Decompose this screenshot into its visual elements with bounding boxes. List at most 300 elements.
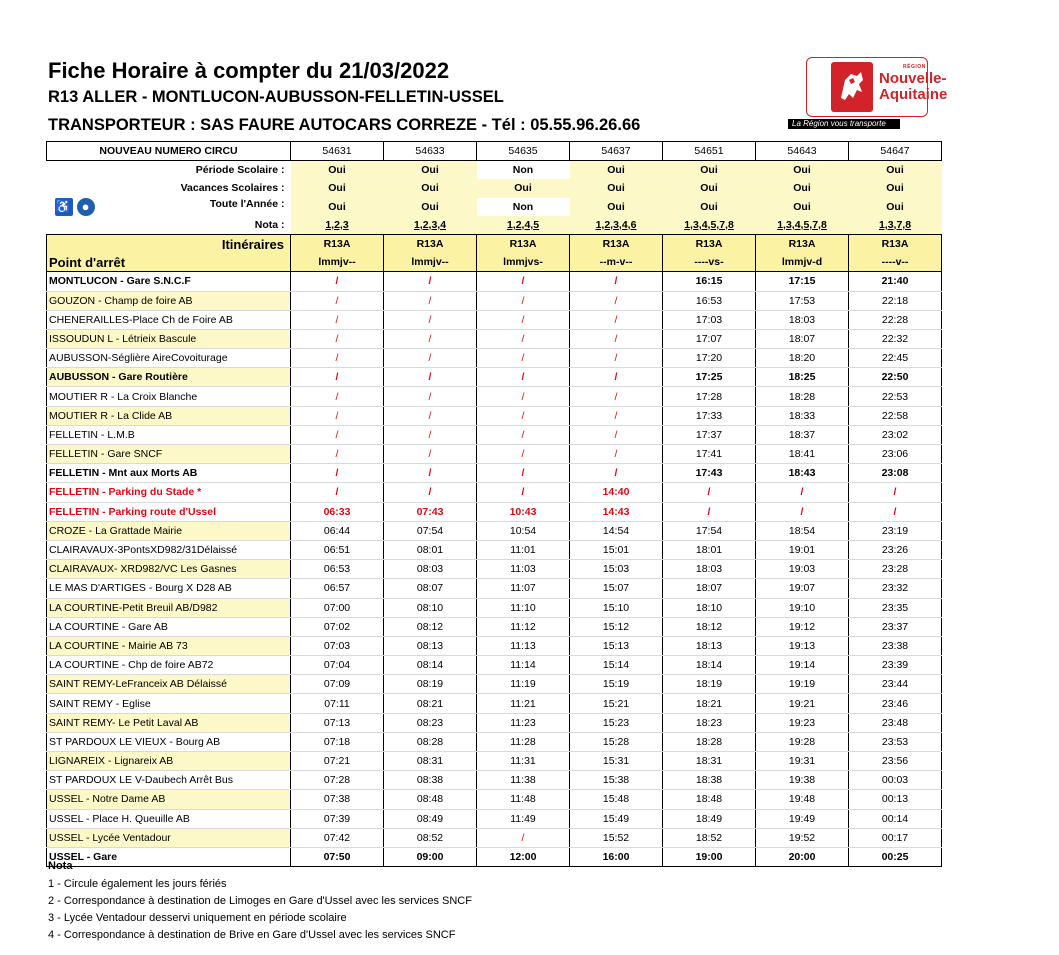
time-cell: 18:31 bbox=[663, 752, 756, 771]
stop-row bbox=[47, 617, 942, 636]
time-cell: / bbox=[291, 291, 384, 310]
time-cell: 23:38 bbox=[849, 636, 942, 655]
time-cell: 07:09 bbox=[291, 675, 384, 694]
time-cell: 19:03 bbox=[756, 560, 849, 579]
stop-name: AUBUSSON-Séglière AireCovoiturage bbox=[47, 349, 291, 368]
stop-row bbox=[47, 752, 942, 771]
time-cell: / bbox=[477, 387, 570, 406]
time-cell: 18:03 bbox=[663, 560, 756, 579]
time-cell: / bbox=[477, 310, 570, 329]
stop-row bbox=[47, 579, 942, 598]
time-cell: / bbox=[477, 464, 570, 483]
time-cell: 18:28 bbox=[756, 387, 849, 406]
stop-name: USSEL - Notre Dame AB bbox=[47, 790, 291, 809]
time-cell: 17:37 bbox=[663, 425, 756, 444]
periode-label: Période Scolaire : bbox=[195, 164, 285, 177]
circu-row bbox=[47, 142, 942, 161]
time-cell: 18:33 bbox=[756, 406, 849, 425]
stop-row bbox=[47, 675, 942, 694]
stop-name: LA COURTINE-Petit Breuil AB/D982 bbox=[47, 598, 291, 617]
time-cell: 17:53 bbox=[756, 291, 849, 310]
stop-row bbox=[47, 310, 942, 329]
time-cell: / bbox=[756, 502, 849, 521]
time-cell: 06:44 bbox=[291, 521, 384, 540]
stop-name: ISSOUDUN L - Létrieix Bascule bbox=[47, 329, 291, 348]
stop-name: CLAIRAVAUX- XRD982/VC Les Gasnes bbox=[47, 560, 291, 579]
stop-row bbox=[47, 464, 942, 483]
time-cell: / bbox=[663, 502, 756, 521]
stop-name: USSEL - Place H. Queuille AB bbox=[47, 809, 291, 828]
time-cell: 18:03 bbox=[756, 310, 849, 329]
itinerary-cell: R13A bbox=[849, 234, 942, 253]
time-cell: 10:43 bbox=[477, 502, 570, 521]
time-cell: 06:53 bbox=[291, 560, 384, 579]
time-cell: / bbox=[291, 310, 384, 329]
time-cell: 15:38 bbox=[570, 771, 663, 790]
stop-name: FELLETIN - Parking route d'Ussel bbox=[47, 502, 291, 521]
time-cell: 15:48 bbox=[570, 790, 663, 809]
days-row bbox=[47, 253, 942, 272]
time-cell: / bbox=[570, 406, 663, 425]
time-cell: 23:19 bbox=[849, 521, 942, 540]
stop-name: SAINT REMY- Le Petit Laval AB bbox=[47, 713, 291, 732]
time-cell: / bbox=[477, 828, 570, 847]
annee-cell-label bbox=[47, 198, 291, 216]
time-cell: 19:49 bbox=[756, 809, 849, 828]
stop-name: SAINT REMY - Eglise bbox=[47, 694, 291, 713]
time-cell: 22:18 bbox=[849, 291, 942, 310]
time-cell: / bbox=[477, 406, 570, 425]
time-cell: 17:20 bbox=[663, 349, 756, 368]
time-cell: 07:38 bbox=[291, 790, 384, 809]
vacances-row bbox=[47, 179, 942, 197]
time-cell: 08:12 bbox=[384, 617, 477, 636]
time-cell: 08:49 bbox=[384, 809, 477, 828]
time-cell: 22:32 bbox=[849, 329, 942, 348]
time-cell: / bbox=[384, 483, 477, 502]
time-cell: 22:45 bbox=[849, 349, 942, 368]
time-cell: 15:12 bbox=[570, 617, 663, 636]
stop-name: LE MAS D'ARTIGES - Bourg X D28 AB bbox=[47, 579, 291, 598]
time-cell: 17:28 bbox=[663, 387, 756, 406]
time-cell: / bbox=[291, 349, 384, 368]
itinerary-label: Itinéraires bbox=[47, 234, 291, 253]
logo-frame bbox=[806, 57, 948, 117]
time-cell: / bbox=[384, 387, 477, 406]
time-cell: 23:48 bbox=[849, 713, 942, 732]
stop-row bbox=[47, 291, 942, 310]
nota-cell: 1,2,3,4 bbox=[384, 216, 477, 235]
time-cell: 18:41 bbox=[756, 445, 849, 464]
time-cell: 18:54 bbox=[756, 521, 849, 540]
time-cell: 08:23 bbox=[384, 713, 477, 732]
time-cell: 18:25 bbox=[756, 368, 849, 387]
itinerary-row bbox=[47, 234, 942, 253]
time-cell: / bbox=[477, 368, 570, 387]
circu-cell: 54643 bbox=[756, 142, 849, 161]
time-cell: 18:28 bbox=[663, 732, 756, 751]
itinerary-cell: R13A bbox=[384, 234, 477, 253]
time-cell: / bbox=[477, 291, 570, 310]
time-cell: 11:12 bbox=[477, 617, 570, 636]
time-cell: 18:21 bbox=[663, 694, 756, 713]
time-cell: 00:25 bbox=[849, 847, 942, 866]
time-cell: 00:03 bbox=[849, 771, 942, 790]
periode-cell: Non bbox=[512, 164, 534, 177]
annee-cell: Oui bbox=[384, 198, 477, 216]
stop-name: USSEL - Lycée Ventadour bbox=[47, 828, 291, 847]
time-cell: 19:01 bbox=[756, 540, 849, 559]
accessibility-icons bbox=[49, 198, 99, 216]
time-cell: 23:37 bbox=[849, 617, 942, 636]
circu-cell: 54631 bbox=[291, 142, 384, 161]
stop-row bbox=[47, 713, 942, 732]
time-cell: 08:48 bbox=[384, 790, 477, 809]
stop-row bbox=[47, 694, 942, 713]
time-cell: 15:14 bbox=[570, 656, 663, 675]
periode-cell: Oui bbox=[570, 161, 663, 180]
nota-row bbox=[47, 216, 942, 235]
stop-row bbox=[47, 502, 942, 521]
time-cell: / bbox=[291, 368, 384, 387]
time-cell: 15:28 bbox=[570, 732, 663, 751]
time-cell: 07:28 bbox=[291, 771, 384, 790]
time-cell: 07:11 bbox=[291, 694, 384, 713]
stop-name: LA COURTINE - Mairie AB 73 bbox=[47, 636, 291, 655]
periode-cell: Oui bbox=[384, 161, 477, 180]
time-cell: 16:15 bbox=[663, 272, 756, 291]
stop-row bbox=[47, 349, 942, 368]
vacances-cell: Oui bbox=[477, 179, 570, 197]
nota-label: Nota : bbox=[254, 218, 285, 231]
time-cell: 06:33 bbox=[291, 502, 384, 521]
vacances-cell: Oui bbox=[663, 179, 756, 197]
time-cell: 19:52 bbox=[756, 828, 849, 847]
time-cell: 23:53 bbox=[849, 732, 942, 751]
stop-name: FELLETIN - Gare SNCF bbox=[47, 445, 291, 464]
stop-row bbox=[47, 445, 942, 464]
time-cell: 11:21 bbox=[477, 694, 570, 713]
annee-cell: Oui bbox=[663, 198, 756, 216]
time-cell: 10:54 bbox=[477, 521, 570, 540]
time-cell: 08:28 bbox=[384, 732, 477, 751]
time-cell: 22:28 bbox=[849, 310, 942, 329]
time-cell: / bbox=[384, 464, 477, 483]
time-cell: 18:49 bbox=[663, 809, 756, 828]
stop-row bbox=[47, 790, 942, 809]
time-cell: / bbox=[570, 368, 663, 387]
time-cell: 17:41 bbox=[663, 445, 756, 464]
time-cell: / bbox=[477, 425, 570, 444]
circu-cell: 54637 bbox=[570, 142, 663, 161]
circu-cell: 54651 bbox=[663, 142, 756, 161]
time-cell: 07:02 bbox=[291, 617, 384, 636]
time-cell: / bbox=[477, 445, 570, 464]
time-cell: 23:32 bbox=[849, 579, 942, 598]
time-cell: 18:23 bbox=[663, 713, 756, 732]
time-cell: / bbox=[384, 349, 477, 368]
annee-cell: Oui bbox=[756, 198, 849, 216]
time-cell: 23:26 bbox=[849, 540, 942, 559]
logo-region-label: RÉGION bbox=[903, 64, 926, 70]
stop-row bbox=[47, 732, 942, 751]
time-cell: / bbox=[384, 406, 477, 425]
time-cell: 11:31 bbox=[477, 752, 570, 771]
time-cell: 19:00 bbox=[663, 847, 756, 866]
time-cell: 07:54 bbox=[384, 521, 477, 540]
time-cell: 08:14 bbox=[384, 656, 477, 675]
stop-name: FELLETIN - Parking du Stade * bbox=[47, 483, 291, 502]
time-cell: 08:52 bbox=[384, 828, 477, 847]
stop-row bbox=[47, 483, 942, 502]
stop-name: SAINT REMY-LeFranceix AB Délaissé bbox=[47, 675, 291, 694]
time-cell: 19:13 bbox=[756, 636, 849, 655]
itinerary-cell: R13A bbox=[477, 234, 570, 253]
time-cell: 11:01 bbox=[477, 540, 570, 559]
stop-name: ST PARDOUX LE V-Daubech Arrêt Bus bbox=[47, 771, 291, 790]
time-cell: 15:10 bbox=[570, 598, 663, 617]
time-cell: 23:56 bbox=[849, 752, 942, 771]
time-cell: 19:31 bbox=[756, 752, 849, 771]
time-cell: 14:43 bbox=[570, 502, 663, 521]
time-cell: 19:23 bbox=[756, 713, 849, 732]
time-cell: 15:13 bbox=[570, 636, 663, 655]
time-cell: 14:54 bbox=[570, 521, 663, 540]
stop-row bbox=[47, 560, 942, 579]
page-title: Fiche Horaire à compter du 21/03/2022 bbox=[48, 58, 450, 83]
days-cell: lmmjv-- bbox=[291, 253, 384, 272]
time-cell: 00:17 bbox=[849, 828, 942, 847]
time-cell: 18:07 bbox=[756, 329, 849, 348]
time-cell: 16:00 bbox=[570, 847, 663, 866]
nota-heading: Nota bbox=[48, 860, 73, 872]
time-cell: / bbox=[291, 445, 384, 464]
vacances-label: Vacances Scolaires : bbox=[180, 182, 285, 195]
circu-cell: 54633 bbox=[384, 142, 477, 161]
stop-row bbox=[47, 636, 942, 655]
time-cell: / bbox=[384, 272, 477, 291]
stop-name: MOUTIER R - La Croix Blanche bbox=[47, 387, 291, 406]
nota-cell: 1,3,4,5,7,8 bbox=[663, 216, 756, 235]
time-cell: 06:57 bbox=[291, 579, 384, 598]
stop-row bbox=[47, 368, 942, 387]
time-cell: / bbox=[570, 329, 663, 348]
time-cell: 11:49 bbox=[477, 809, 570, 828]
time-cell: 17:07 bbox=[663, 329, 756, 348]
vacances-cell: Oui bbox=[849, 179, 942, 197]
vacances-cell: Oui bbox=[756, 179, 849, 197]
nota-cell: 1,2,3,4,6 bbox=[570, 216, 663, 235]
time-cell: 19:38 bbox=[756, 771, 849, 790]
days-cell: --m-v-- bbox=[570, 253, 663, 272]
time-cell: 11:38 bbox=[477, 771, 570, 790]
time-cell: / bbox=[849, 483, 942, 502]
time-cell: 18:12 bbox=[663, 617, 756, 636]
time-cell: / bbox=[477, 272, 570, 291]
carrier-info: TRANSPORTEUR : SAS FAURE AUTOCARS CORREZE - Tél : 05.55.96.26.66 bbox=[48, 116, 641, 134]
time-cell: 07:21 bbox=[291, 752, 384, 771]
time-cell: / bbox=[384, 329, 477, 348]
time-cell: 22:58 bbox=[849, 406, 942, 425]
time-cell: 23:28 bbox=[849, 560, 942, 579]
stop-row bbox=[47, 771, 942, 790]
time-cell: 21:40 bbox=[849, 272, 942, 291]
stop-row bbox=[47, 425, 942, 444]
time-cell: 15:01 bbox=[570, 540, 663, 559]
periode-cell: Oui bbox=[663, 161, 756, 180]
time-cell: / bbox=[477, 483, 570, 502]
time-cell: 15:19 bbox=[570, 675, 663, 694]
time-cell: 15:49 bbox=[570, 809, 663, 828]
nota-cell: 1,2,3 bbox=[291, 216, 384, 235]
time-cell: 17:43 bbox=[663, 464, 756, 483]
lion-emblem-icon bbox=[831, 62, 873, 112]
time-cell: / bbox=[570, 464, 663, 483]
time-cell: 19:21 bbox=[756, 694, 849, 713]
time-cell: 15:52 bbox=[570, 828, 663, 847]
time-cell: / bbox=[849, 502, 942, 521]
time-cell: 19:12 bbox=[756, 617, 849, 636]
time-cell: 18:48 bbox=[663, 790, 756, 809]
stop-row bbox=[47, 656, 942, 675]
time-cell: / bbox=[291, 272, 384, 291]
time-cell: 17:33 bbox=[663, 406, 756, 425]
vacances-cell: Oui bbox=[291, 179, 384, 197]
time-cell: / bbox=[291, 406, 384, 425]
time-cell: 11:07 bbox=[477, 579, 570, 598]
time-cell: / bbox=[570, 445, 663, 464]
nota-line: 4 - Correspondance à destination de Brive en Gare d'Ussel avec les services SNCF bbox=[48, 929, 456, 941]
nota-cell: 1,2,4,5 bbox=[477, 216, 570, 235]
periode-cell: Oui bbox=[849, 161, 942, 180]
time-cell: 07:00 bbox=[291, 598, 384, 617]
time-cell: 19:28 bbox=[756, 732, 849, 751]
time-cell: 00:14 bbox=[849, 809, 942, 828]
logo-name-line2: Aquitaine bbox=[879, 86, 948, 103]
time-cell: 19:07 bbox=[756, 579, 849, 598]
time-cell: / bbox=[570, 425, 663, 444]
circu-label: NOUVEAU NUMERO CIRCU bbox=[47, 142, 291, 161]
time-cell: 08:03 bbox=[384, 560, 477, 579]
time-cell: 17:03 bbox=[663, 310, 756, 329]
time-cell: 18:52 bbox=[663, 828, 756, 847]
stop-name: MOUTIER R - La Clide AB bbox=[47, 406, 291, 425]
time-cell: / bbox=[384, 368, 477, 387]
stop-row bbox=[47, 598, 942, 617]
time-cell: 16:53 bbox=[663, 291, 756, 310]
nota-line: 3 - Lycée Ventadour desservi uniquement en période scolaire bbox=[48, 912, 347, 924]
time-cell: 08:21 bbox=[384, 694, 477, 713]
nota-line: 1 - Circule également les jours fériés bbox=[48, 878, 227, 890]
time-cell: 18:14 bbox=[663, 656, 756, 675]
nota-cell: 1,3,4,5,7,8 bbox=[756, 216, 849, 235]
stop-row bbox=[47, 387, 942, 406]
time-cell: 07:04 bbox=[291, 656, 384, 675]
stop-name: MONTLUCON - Gare S.N.C.F bbox=[47, 272, 291, 291]
stop-name: GOUZON - Champ de foire AB bbox=[47, 291, 291, 310]
time-cell: 15:31 bbox=[570, 752, 663, 771]
time-cell: 17:15 bbox=[756, 272, 849, 291]
time-cell: 18:07 bbox=[663, 579, 756, 598]
stop-name: LA COURTINE - Gare AB bbox=[47, 617, 291, 636]
time-cell: / bbox=[570, 387, 663, 406]
time-cell: 15:23 bbox=[570, 713, 663, 732]
days-cell: lmmjv-d bbox=[756, 253, 849, 272]
time-cell: / bbox=[291, 425, 384, 444]
stop-row bbox=[47, 521, 942, 540]
periode-row bbox=[47, 161, 942, 180]
stop-row bbox=[47, 828, 942, 847]
time-cell: / bbox=[477, 329, 570, 348]
time-cell: 11:10 bbox=[477, 598, 570, 617]
stop-name: LA COURTINE - Chp de foire AB72 bbox=[47, 656, 291, 675]
timetable bbox=[46, 141, 942, 867]
time-cell: 11:13 bbox=[477, 636, 570, 655]
time-cell: / bbox=[570, 272, 663, 291]
time-cell: / bbox=[384, 310, 477, 329]
nota-line: 2 - Correspondance à destination de Limoges en Gare d'Ussel avec les services SNCF bbox=[48, 895, 472, 907]
time-cell: 15:03 bbox=[570, 560, 663, 579]
time-cell: 23:08 bbox=[849, 464, 942, 483]
stop-name: CROZE - La Grattade Mairie bbox=[47, 521, 291, 540]
vacances-cell: Oui bbox=[384, 179, 477, 197]
stop-row bbox=[47, 272, 942, 291]
time-cell: 17:25 bbox=[663, 368, 756, 387]
time-cell: 08:07 bbox=[384, 579, 477, 598]
stop-name: CLAIRAVAUX-3PontsXD982/31Délaissé bbox=[47, 540, 291, 559]
annee-cell: Non bbox=[512, 200, 534, 213]
point-arret-label: Point d'arrêt bbox=[47, 253, 291, 272]
periode-cell: Oui bbox=[756, 161, 849, 180]
time-cell: 07:39 bbox=[291, 809, 384, 828]
periode-cell: Oui bbox=[291, 161, 384, 180]
stop-name: FELLETIN - L.M.B bbox=[47, 425, 291, 444]
time-cell: 19:10 bbox=[756, 598, 849, 617]
time-cell: 11:19 bbox=[477, 675, 570, 694]
time-cell: 08:38 bbox=[384, 771, 477, 790]
annee-row bbox=[47, 198, 942, 216]
time-cell: 08:01 bbox=[384, 540, 477, 559]
time-cell: 19:14 bbox=[756, 656, 849, 675]
time-cell: / bbox=[570, 349, 663, 368]
time-cell: 17:54 bbox=[663, 521, 756, 540]
days-cell: ----v-- bbox=[849, 253, 942, 272]
time-cell: 22:53 bbox=[849, 387, 942, 406]
stop-row bbox=[47, 540, 942, 559]
time-cell: / bbox=[384, 445, 477, 464]
time-cell: 11:48 bbox=[477, 790, 570, 809]
stop-name: AUBUSSON - Gare Routière bbox=[47, 368, 291, 387]
region-logo bbox=[786, 57, 948, 131]
vacances-cell: Oui bbox=[570, 179, 663, 197]
time-cell: 15:07 bbox=[570, 579, 663, 598]
itinerary-cell: R13A bbox=[570, 234, 663, 253]
time-cell: / bbox=[756, 483, 849, 502]
logo-name-line1: Nouvelle- bbox=[879, 70, 947, 87]
annee-cell: Oui bbox=[849, 198, 942, 216]
time-cell: 18:01 bbox=[663, 540, 756, 559]
annee-cell: Oui bbox=[570, 198, 663, 216]
time-cell: 07:50 bbox=[291, 847, 384, 866]
time-cell: 07:42 bbox=[291, 828, 384, 847]
time-cell: / bbox=[291, 387, 384, 406]
time-cell: / bbox=[384, 291, 477, 310]
time-cell: 20:00 bbox=[756, 847, 849, 866]
time-cell: 18:38 bbox=[663, 771, 756, 790]
wheelchair-icon: ♿ bbox=[55, 198, 72, 214]
time-cell: 23:39 bbox=[849, 656, 942, 675]
time-cell: 23:06 bbox=[849, 445, 942, 464]
